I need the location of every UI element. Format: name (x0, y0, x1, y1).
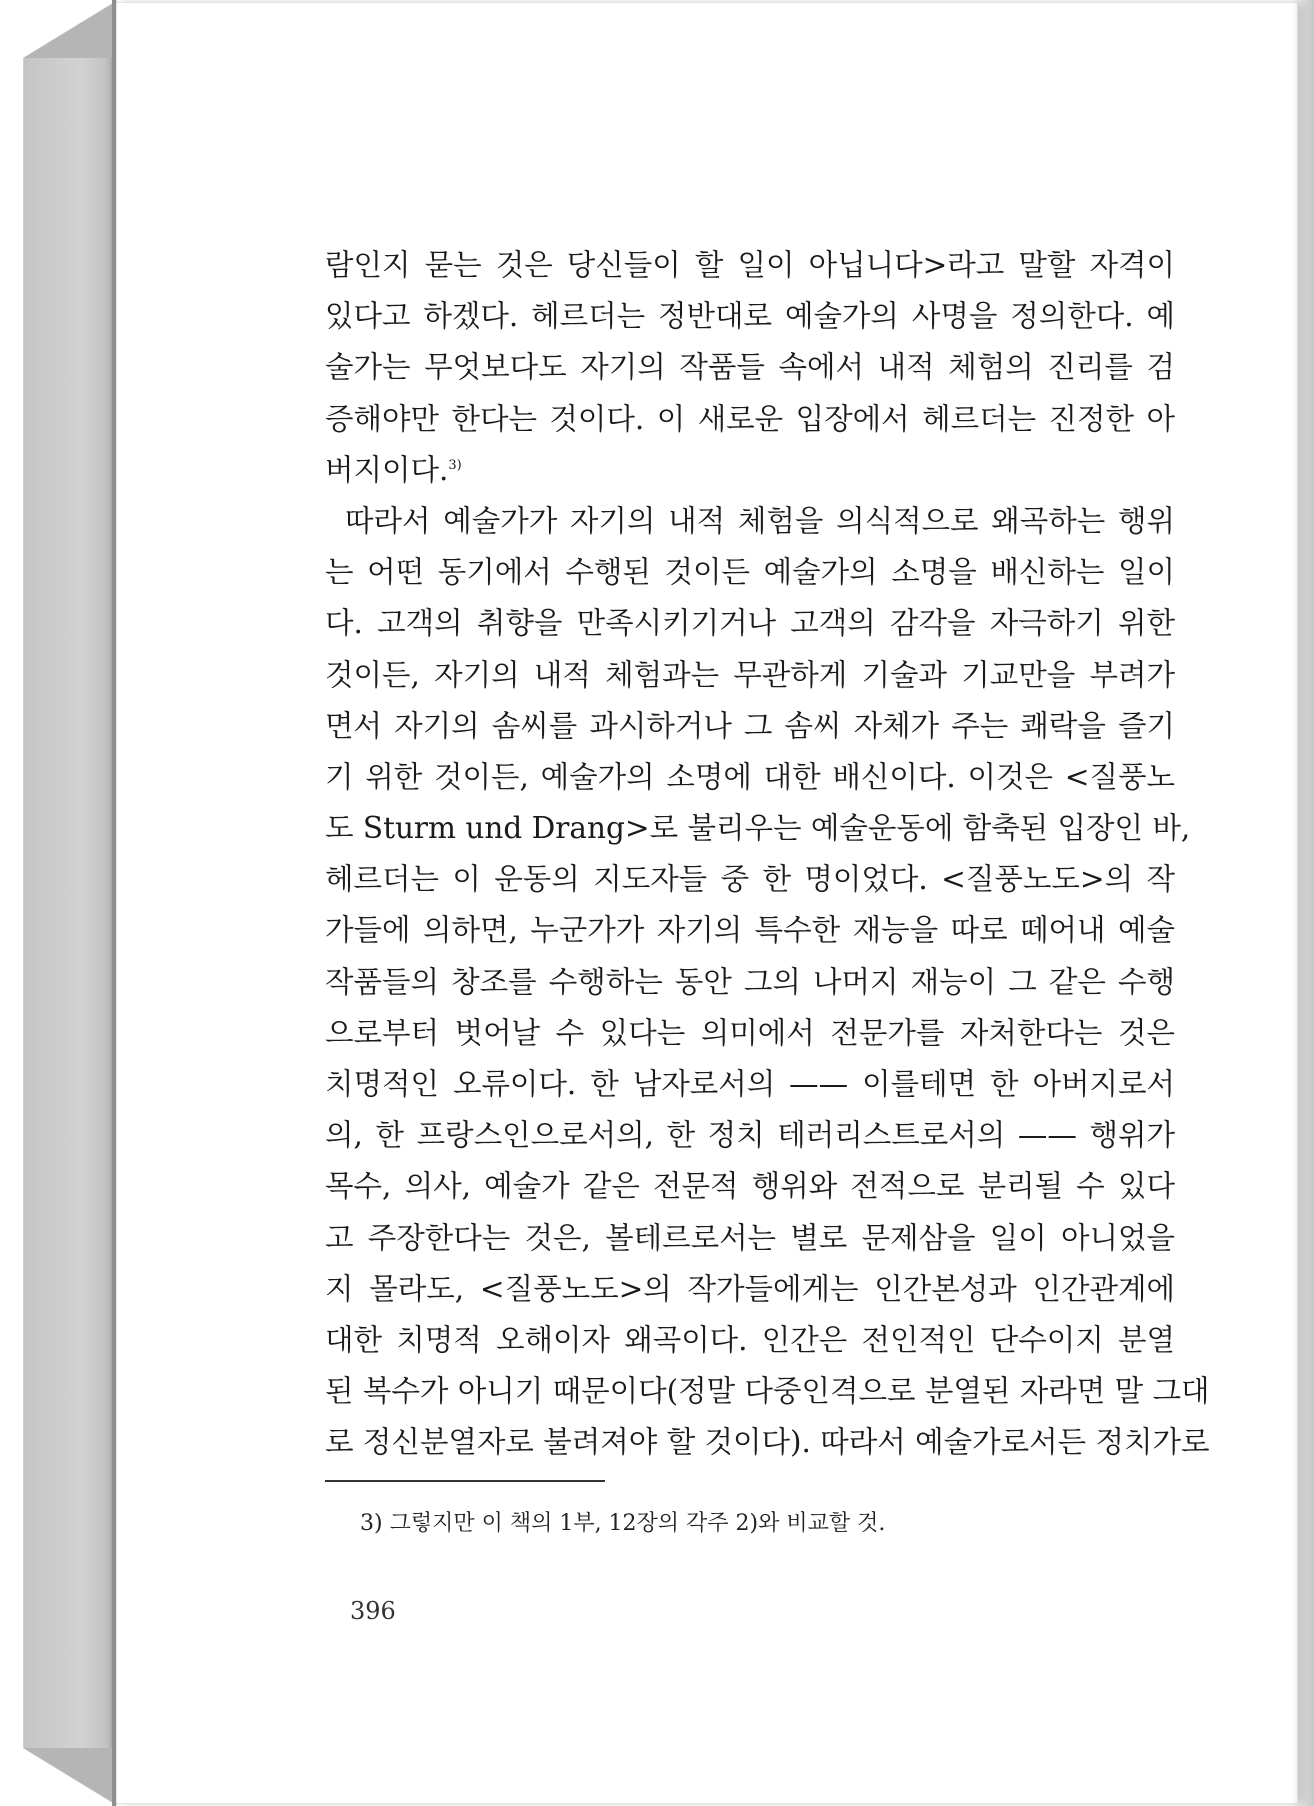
text-line: 따라서 예술가가 자기의 내적 체험을 의식적으로 왜곡하는 행위 (345, 503, 1175, 538)
text-line: 는 어떤 동기에서 수행된 것이든 예술가의 소명을 배신하는 일이 (325, 555, 1175, 590)
text-line: 된 복수가 아니기 때문이다(정말 다중인격으로 분열된 자라면 말 그대 (325, 1374, 1210, 1409)
text-line: 의, 한 프랑스인으로서의, 한 정치 테러리스트로서의 —— 행위가 (325, 1118, 1175, 1153)
text-line: 고 주장한다는 것은, 볼테르로서는 별로 문제삼을 일이 아니었을 (325, 1220, 1175, 1255)
text-line: 다. 고객의 취향을 만족시키기거나 고객의 감각을 자극하기 위한 (325, 606, 1175, 641)
text-line: 있다고 하겠다. 헤르더는 정반대로 예술가의 사명을 정의한다. 예 (325, 299, 1175, 334)
text-line-with-note (325, 445, 1175, 496)
text-line: 치명적인 오류이다. 한 남자로서의 —— 이를테면 한 아버지로서 (325, 1067, 1175, 1101)
text-line: 으로부터 벗어날 수 있다는 의미에서 전문가를 자처한다는 것은 (325, 1015, 1175, 1050)
text-line: 대한 치명적 오해이자 왜곡이다. 인간은 전인적인 단수이지 분열 (325, 1322, 1175, 1357)
bottom-corner (22, 1748, 117, 1806)
page-number: 396 (350, 1597, 396, 1625)
text-line: 증해야만 한다는 것이다. 이 새로운 입장에서 헤르더는 진정한 아 (325, 401, 1175, 436)
footnote-divider (325, 1480, 605, 1482)
text-line: 목수, 의사, 예술가 같은 전문적 행위와 전적으로 분리될 수 있다 (325, 1169, 1175, 1204)
text-line: 람인지 묻는 것은 당신들이 할 일이 아닙니다>라고 말할 자격이 (325, 248, 1175, 282)
text-line: 것이든, 자기의 내적 체험과는 무관하게 기술과 기교만을 부려가 (325, 657, 1175, 692)
spine-shading (0, 0, 116, 1806)
body-text (325, 240, 1210, 1469)
spine-border (112, 0, 116, 1806)
text-line: 도 Sturm und Drang>로 불리우는 예술운동에 함축된 입장인 바, (325, 811, 1191, 846)
text-line: 가들에 의하면, 누군가가 자기의 특수한 재능을 따로 떼어내 예술 (325, 913, 1175, 948)
text-line: 로 정신분열자로 불려져야 할 것이다). 따라서 예술가로서든 정치가로 (325, 1425, 1210, 1460)
page-edge-shadow (1292, 0, 1314, 1806)
text-line: 헤르더는 이 운동의 지도자들 중 한 명이었다. <질풍노도>의 작 (325, 862, 1175, 897)
text-line: 지 몰라도, <질풍노도>의 작가들에게는 인간본성과 인간관계에 (325, 1271, 1175, 1306)
text-line: 기 위한 것이든, 예술가의 소명에 대한 배신이다. 이것은 <질풍노 (325, 759, 1175, 794)
footnote-reference: 3) (448, 457, 462, 473)
text-line: 면서 자기의 솜씨를 과시하거나 그 솜씨 자체가 주는 쾌락을 즐기 (325, 708, 1175, 743)
footnote-text: 3) 그렇지만 이 책의 1부, 12장의 각주 2)와 비교할 것. (360, 1511, 886, 1536)
text-line: 작품들의 창조를 수행하는 동안 그의 나머지 재능이 그 같은 수행 (325, 964, 1175, 999)
text-line: 버지이다. (325, 452, 449, 487)
top-corner (22, 0, 117, 58)
text-line: 술가는 무엇보다도 자기의 작품들 속에서 내적 체험의 진리를 검 (325, 350, 1175, 385)
